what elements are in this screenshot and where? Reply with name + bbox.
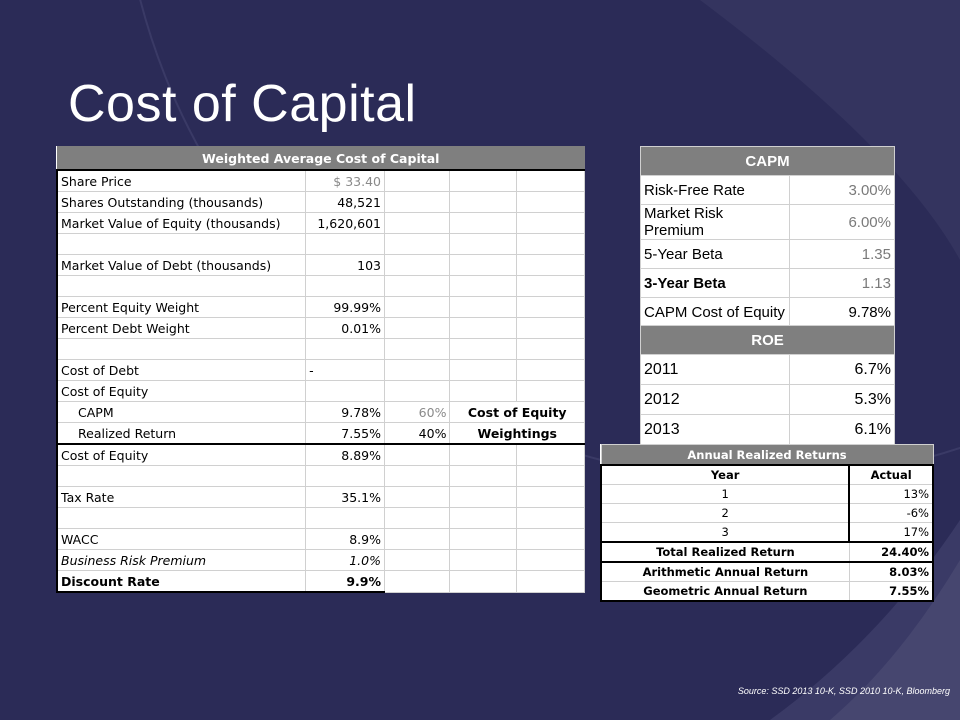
table-row — [57, 339, 585, 360]
row-weight: 60% — [384, 402, 449, 423]
row-actual: 17% — [849, 523, 933, 543]
table-row — [57, 571, 585, 593]
column-header-year: Year — [601, 465, 849, 485]
capm-header: CAPM — [641, 147, 895, 176]
row-label: Cost of Equity — [57, 381, 306, 402]
table-row — [57, 192, 585, 213]
row-value: 1.35 — [790, 240, 895, 269]
row-value: 1,620,601 — [306, 213, 385, 234]
row-value: 5.3% — [790, 385, 895, 415]
row-label: Percent Debt Weight — [57, 318, 306, 339]
row-label: Market Value of Debt (thousands) — [57, 255, 306, 276]
annual-header: Annual Realized Returns — [601, 445, 933, 466]
total-value: 7.55% — [849, 582, 933, 602]
capm-table — [640, 146, 895, 327]
table-row — [57, 213, 585, 234]
table-row — [57, 529, 585, 550]
table-row — [57, 170, 585, 192]
row-value: 0.01% — [306, 318, 385, 339]
table-row — [641, 385, 895, 415]
row-year: 1 — [601, 485, 849, 504]
row-value: 9.9% — [306, 571, 385, 593]
row-label: Cost of Debt — [57, 360, 306, 381]
table-row — [57, 318, 585, 339]
weightings-label: Weightings — [450, 423, 585, 445]
row-label: 2013 — [641, 415, 790, 445]
row-label: WACC — [57, 529, 306, 550]
table-row — [601, 562, 933, 582]
row-value: 1.13 — [790, 269, 895, 298]
table-row — [57, 276, 585, 297]
table-row — [57, 255, 585, 276]
row-label: Market Risk Premium — [641, 205, 790, 240]
row-label: Discount Rate — [57, 571, 306, 593]
row-value: 8.89% — [306, 444, 385, 466]
row-value: 35.1% — [306, 487, 385, 508]
row-label: Tax Rate — [57, 487, 306, 508]
table-row — [641, 176, 895, 205]
table-row — [641, 240, 895, 269]
table-row — [641, 415, 895, 445]
total-label: Geometric Annual Return — [601, 582, 849, 602]
row-value: 6.7% — [790, 355, 895, 385]
row-year: 3 — [601, 523, 849, 543]
table-row — [601, 582, 933, 602]
row-label: Business Risk Premium — [57, 550, 306, 571]
weightings-label: Cost of Equity — [450, 402, 585, 423]
table-row — [601, 523, 933, 543]
row-label: 3-Year Beta — [641, 269, 790, 298]
table-row — [641, 205, 895, 240]
row-value: 6.1% — [790, 415, 895, 445]
wacc-header: Weighted Average Cost of Capital — [57, 147, 585, 171]
row-label: 2012 — [641, 385, 790, 415]
table-row — [57, 550, 585, 571]
row-label: Share Price — [57, 170, 306, 192]
row-value: 7.55% — [306, 423, 385, 445]
roe-header: ROE — [641, 326, 895, 355]
row-value: 8.9% — [306, 529, 385, 550]
table-row — [601, 504, 933, 523]
table-row — [57, 508, 585, 529]
table-row — [641, 355, 895, 385]
page-title: Cost of Capital — [68, 75, 417, 133]
table-row — [641, 269, 895, 298]
table-row — [57, 297, 585, 318]
row-weight: 40% — [384, 423, 449, 445]
table-row — [57, 381, 585, 402]
table-row — [601, 542, 933, 562]
row-value: 9.78% — [790, 298, 895, 327]
total-label: Total Realized Return — [601, 542, 849, 562]
row-value: 1.0% — [306, 550, 385, 571]
table-row — [57, 423, 585, 445]
row-value: 103 — [306, 255, 385, 276]
total-label: Arithmetic Annual Return — [601, 562, 849, 582]
row-actual: 13% — [849, 485, 933, 504]
row-year: 2 — [601, 504, 849, 523]
row-actual: -6% — [849, 504, 933, 523]
row-label: Realized Return — [57, 423, 306, 445]
total-value: 8.03% — [849, 562, 933, 582]
row-label: Market Value of Equity (thousands) — [57, 213, 306, 234]
row-value: - — [306, 360, 385, 381]
wacc-table — [56, 146, 585, 593]
roe-table — [640, 325, 895, 445]
row-value: $ 33.40 — [306, 170, 385, 192]
source-note: Source: SSD 2013 10-K, SSD 2010 10-K, Bloomberg — [737, 686, 950, 696]
column-header-actual: Actual — [849, 465, 933, 485]
table-row — [57, 487, 585, 508]
table-row — [641, 298, 895, 327]
table-row — [57, 360, 585, 381]
row-label: 5-Year Beta — [641, 240, 790, 269]
table-row — [57, 444, 585, 466]
table-row — [601, 485, 933, 504]
row-label: Risk-Free Rate — [641, 176, 790, 205]
row-value: 6.00% — [790, 205, 895, 240]
row-label: CAPM — [57, 402, 306, 423]
table-row — [57, 234, 585, 255]
row-value: 9.78% — [306, 402, 385, 423]
row-label: 2011 — [641, 355, 790, 385]
row-value: 3.00% — [790, 176, 895, 205]
table-row — [57, 466, 585, 487]
row-label: Shares Outstanding (thousands) — [57, 192, 306, 213]
table-row — [57, 402, 585, 423]
row-label: CAPM Cost of Equity — [641, 298, 790, 327]
row-value: 48,521 — [306, 192, 385, 213]
annual-returns-table — [600, 444, 934, 602]
row-value: 99.99% — [306, 297, 385, 318]
column-header-row — [601, 465, 933, 485]
total-value: 24.40% — [849, 542, 933, 562]
row-label: Cost of Equity — [57, 444, 306, 466]
row-label: Percent Equity Weight — [57, 297, 306, 318]
